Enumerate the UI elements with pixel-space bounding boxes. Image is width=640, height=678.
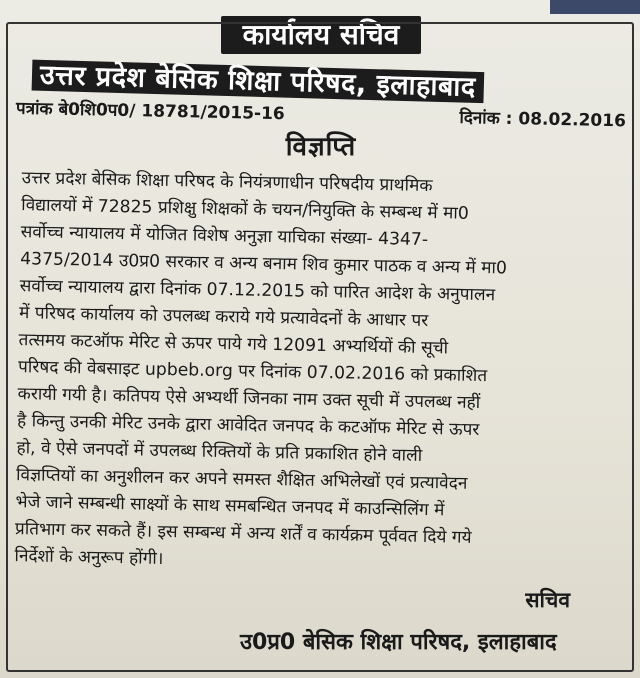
body-line: परिषद की वेबसाइट upbeb.org पर दिनांक 07.02.2016 को प्रकाशित: [17, 357, 488, 387]
body-line: हो, वे ऐसे जनपदों में उपलब्ध रिक्तियों के प्रति प्रकाशित होने वाली: [16, 438, 423, 466]
reference-date: दिनांक : 08.02.2016: [459, 107, 627, 132]
body-line: करायी गयी है। कतिपय ऐसे अभ्यर्थी जिनका नाम उक्त सूची में उपलब्ध नहीं: [17, 384, 481, 414]
body-line: है किन्तु उनकी मेरिट उनके द्वारा आवेदित जनपद के कटऑफ मेरिट से ऊपर: [16, 411, 480, 441]
office-heading-text: कार्यालय सचिव: [221, 16, 422, 54]
body-line: विद्यालयों में 72825 प्रशिक्षु शिक्षकों के चयन/नियुक्ति के सम्बन्ध में मा0: [21, 195, 469, 224]
body-line: विज्ञप्तियों का अनुशीलन कर अपने समस्त शैक्षित अभिलेखों एवं प्रत्यावेदन: [15, 465, 468, 494]
body-line: सर्वोच्च न्यायालय में योजित विशेष अनुज्ञा याचिका संख्या- 4347-: [20, 222, 429, 250]
corner-ink-mark: [550, 0, 640, 14]
body-line: में परिषद कार्यालय को उपलब्ध कराये गये प्रत्यावेदनों के आधार पर: [18, 303, 429, 332]
body-line: भेजे जाने सम्बन्धी साक्ष्यों के साथ समबन्धित जनपद में काउन्सिलिंग में: [15, 492, 445, 521]
body-line: उत्तर प्रदेश बेसिक शिक्षा परिषद के नियंत्रणाधीन परिषदीय प्राथमिक: [21, 168, 433, 197]
reference-number: पत्रांक बे0शि0प0/ 18781/2015-16: [15, 98, 285, 125]
body-line: प्रतिभाग कर सकते हैं। इस सम्बन्ध में अन्य शर्तें व कार्यक्रम पूर्ववत दिये गये: [14, 519, 472, 548]
board-heading-text: उत्तर प्रदेश बेसिक शिक्षा परिषद, इलाहाबाद: [32, 60, 485, 104]
signatory-title: सचिव: [525, 588, 570, 612]
signatory-organization: उ0प्र0 बेसिक शिक्षा परिषद, इलाहाबाद: [240, 630, 557, 655]
body-line: तत्समय कटऑफ मेरिट से ऊपर पाये गये 12091 अभ्यर्थियों की सूची: [18, 330, 449, 359]
notice-body: [4, 165, 630, 582]
notice-title: विज्ञप्ति: [285, 132, 357, 162]
office-heading: [12, 16, 630, 54]
body-line: सर्वोच्च न्यायालय द्वारा दिनांक 07.12.2015 को पारित आदेश के अनुपालन: [19, 276, 496, 306]
body-line: निर्देशों के अनुरूप होंगी।: [14, 546, 164, 569]
body-line: 4375/2014 उ0प्र0 सरकार व अन्य बनाम शिव कुमार पाठक व अन्य में मा0: [20, 249, 508, 279]
